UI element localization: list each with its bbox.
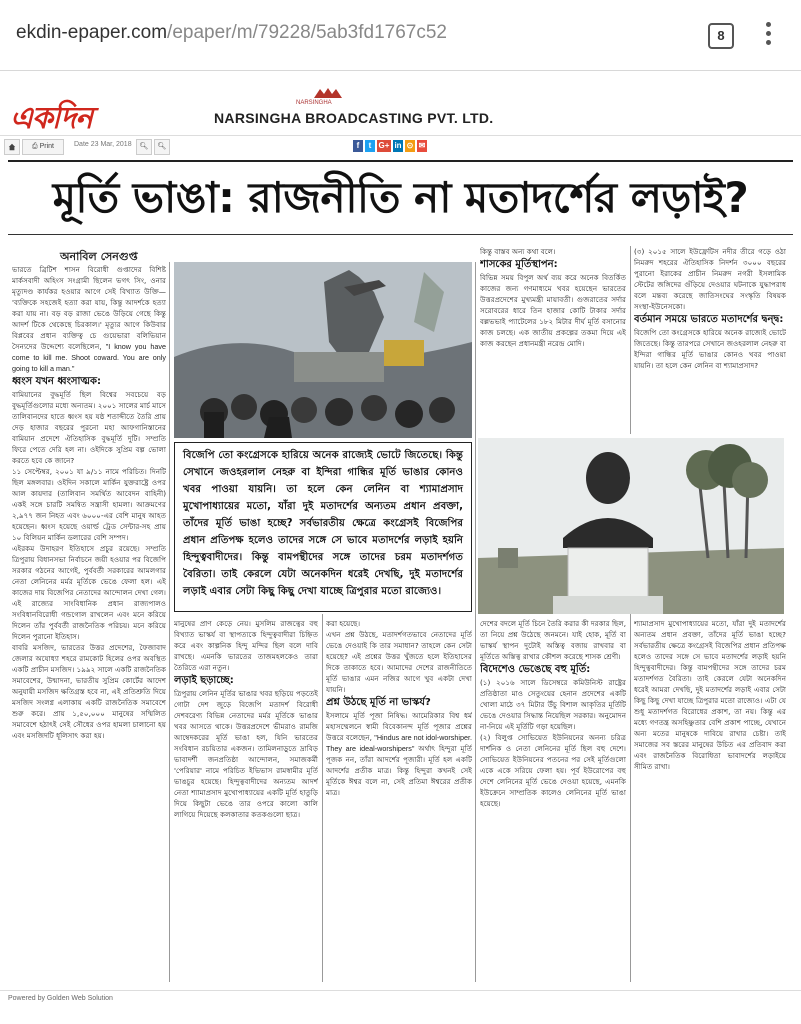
paragraph: (২) বিলুপ্ত সোভিয়েত ইউনিয়নের অনন্য চরিত্র দার্শনিক ও নেতা লেনিনের মূর্তি ছিল বহু দেশে। সোভিয়েত ইউনিয়নের পতনের পর সেই মূর্তিগুলো একে একে সরিয়ে ফেলা হয়। পূর্ব ইউরোপের বহু দেশে লেনিনের মূর্তি ভেঙে দেওয়া হয়েছে, এমনকি ইউক্রেনে সাম্প্রতিক কালেও লেনিনের মূর্তি ভাঙা হয়েছে।: [480, 733, 626, 808]
epaper-toolbar: [4, 138, 797, 156]
url-path: /epaper/m/79228/5ab3fd1767c52: [167, 22, 447, 43]
browser-address-bar[interactable]: [0, 0, 801, 71]
footer-credit[interactable]: Powered by Golden Web Solution: [8, 995, 113, 1002]
paragraph: এখন প্রশ্ন উঠছে, মতাদর্শগতভাবে নেতাদের মূর্তি ভেঙে দেওয়াই কি তার সমাধান? তাহলে কেন সেটা হয়েছে? এই প্রশ্নের উত্তর খুঁজতে হলে ইতিহাসের দিকে তাকাতে হবে। আমাদের দেশের রাজনীতিতে মূর্তি ভাঙার এমন নজির আগে খুব একটা দেখা যায়নি।: [326, 630, 472, 694]
paragraph: শ্যামাপ্রসাদ মুখোপাধ্যায়ের মতো, যাঁরা দুই মতাদর্শের অন্যতম প্রধান প্রবক্তা, তাঁদের মূর্তি ভাঙা হচ্ছে? সর্বভারতীয় ক্ষেত্রে কংগ্রেসই বিজেপির প্রধান প্রতিপক্ষ হলেও তাদের সঙ্গে সে ভাবে মতাদর্শের লড়াই হয়নি হিন্দুত্ববাদীদের। কিন্তু বামপন্থীদের সঙ্গে তাদের চরম মতাদর্শগত বৈরিতা। তাই কেরলে যেটা অনেকদিন ধরেই আমরা দেখছি, দুই মতাদর্শের লড়াই এবার সেটা কিছু কিছু দেখা যাচ্ছে ত্রিপুরার মতো রাজ্যেও। এটা যে শুধু মতাদর্শগত বিরোধের প্রকাশ, তা নয়। কিন্তু এর মধ্যে গণতন্ত্র অসহিষ্ণুতার বেশি প্রকাশ পাচ্ছে, যেখানে অন্য মতের মানুষকে দাবিয়ে রাখার চেষ্টা। তাই সমাজের সব স্তরের মানুষের উচিত এর প্রতিবাদ করা এবং রাজনৈতিক বিরোধিতা ভাবাদর্শের লড়াইয়ে সীমিত রাখা।: [634, 619, 786, 771]
company-mark: NARSINGHA: [296, 100, 332, 106]
facebook-icon[interactable]: f: [353, 140, 363, 152]
column-divider: [630, 246, 631, 434]
column-divider: [630, 614, 631, 982]
column-divider: [169, 262, 170, 982]
paragraph: বামিয়ানের বুদ্ধমূর্তি ছিল বিশ্বের সবচেয়ে বড় বুদ্ধমূর্তিগুলোর মধ্যে অন্যতম। ২০০১ সালের মার্চ মাসে তালিবানদের হাতে ধ্বংস হয় যষ্ঠ শতাব্দীতে তৈরি প্রায় দেড় হাজার বছরের পুরনো মহা আফগানিস্তানের বামিয়ান প্রদেশে ঐতিহাসিক বুদ্ধমূর্তি দুটি। সম্প্রতি ফিরে পেতে দেরি হল না। ওইদিকে সুপ্রিম বল্প ভোলা করতে হবে কে জানে?: [12, 390, 166, 465]
print-label: Print: [39, 143, 54, 150]
paragraph: (৩) ২০১৫ সালে ইউফ্রেটিস নদীর তীরে গড়ে ওঠা নিমরুদ শহরের ঐতিহাসিক নিদর্শন ৩০০০ বছরের পুরানো ইরাকের প্রাচীন নিমরুদ নগরী ইসলামিক স্টেটের জঙ্গিদের গুঁড়িয়ে দেওয়ার ঘটনাকে যুদ্ধাপরাধ বলে মন্তব্য করেছে জাতিসংঘের সংস্কৃতি বিষয়ক সংস্থা-ইউনেসকো।: [634, 247, 786, 311]
tab-switcher-button[interactable]: 8: [708, 23, 734, 49]
paragraph: করা হয়েছে।: [326, 619, 361, 628]
section-subhead: লড়াই ছড়াচ্ছে:: [174, 675, 234, 686]
zoom-out-icon: 🔍︎: [157, 143, 167, 150]
linkedin-icon[interactable]: in: [394, 141, 402, 150]
print-button[interactable]: [22, 139, 64, 155]
column-divider: [322, 614, 323, 982]
paragraph: কিন্তু বাস্তব অন্য কথা বলে।: [480, 247, 556, 256]
paragraph: ইসলামে মূর্তি পূজা নিষিদ্ধ। আমেরিকার বিশ্ব ধর্ম মহাসম্মেলনে স্বামী বিবেকানন্দ মূর্তি পূজার প্রশ্নের উত্তরে বলেছেন,: [326, 711, 472, 742]
paragraph: ভারতে ব্রিটিশ শাসন বিরোধী গুপ্তাদের বিশিষ্ট মার্কসবাদী অহিংস সংগ্রামী ছিলেন ভগৎ সিং, ওনার মৃত্যুদণ্ড কার্যকর হওয়ার আগে সেই বিখ্যাত উক্তি— 'ব্যক্তিকে সহজেই হত্যা করা যায়, কিন্তু আদর্শকে হত্যা করা যায় না। বড় বড় রাজা ভেঙে উড়িয়ে গেছে কিন্তু আদর্শ টিকে থেকেছে চিরকাল।': [12, 265, 166, 329]
paragraph: মানুষের প্রাণ কেড়ে নেয়। মুসলিম রাজত্বের বহু বিখ্যাত ভাস্কর্য বা স্থাপত্যকে হিন্দুত্ববাদীরা চিহ্নিত করে এবং কাল্পনিক হিন্দু মন্দির ছিল বলে দাবি রাখছে। এমনকি ভারতের তাজমহলকেও তারা তৈরিতে এরা নতুন।: [174, 619, 318, 672]
share-icon[interactable]: ⊙: [406, 141, 414, 150]
section-subhead: ধ্বংস যখন ধ্বংসাত্মক:: [12, 376, 102, 387]
paragraph: বাবরি মসজিদ, ভারতের উত্তর প্রদেশের, ফৈজাবাদ জেলার অযোধ্যা শহরে রামকোট হিলের ওপর অবস্থিত একটি প্রাচীন মসজিদ। ১৯৯২ সালে একটি রাজনৈতিক সমাবেশের, উন্মাদনা, ভারতীয় সুপ্রিম কোর্টের আদেশ অনুযায়ী মসজিদ ক্ষতিগ্রস্ত হবে না, এই প্রতিশ্রুতি দিয়ে মসজিদ সংলগ্ন এলাকায় একটি রাজনৈতিক সমাবেশে শুরু করে। প্রায় ১,৫০,০০০ মানুষের সম্মিলিত সমাবেশে হঠাৎই সেই সৌধের ওপর হামলা চালানো হয় এবং মসজিদটি ধূলিসাৎ করা হয়।: [12, 643, 166, 740]
paragraph: অর্থাৎ হিন্দুরা মূর্তি পূজক নন, তাঁরা আদর্শের পূজারী। মূর্তি হল একটি আদর্শের প্রতীক মাত্র। কিন্তু হিন্দুরা কখনই সেই মূর্তিকে ঈশ্বর বলে না, সেই প্রতিমা ঈশ্বরের প্রতীক মাত্র।: [326, 744, 472, 797]
article-clip: [8, 160, 793, 992]
paragraph: মৃত্যুর আগে কিউবার বিপ্লবের প্রধান ব্যক্তিত্ব চে গুয়েভারা বলিভিয়ান সৈন্যদের উদ্দেশ্যে বলেছিলেন,: [12, 320, 166, 351]
paragraph: বিভিন্ন সময় বিপুল অর্থ ব্যয় করে অনেক বিতর্কিত কাজের জন্য গণমাধ্যমে খবর হয়েছেন ভারতের উত্তরপ্রদেশের মুখ্যমন্ত্রী মায়াবতী। গুজরাতের সর্দার সরোবরের ধারে তিন হাজার কোটি টাকার সর্দার বল্লভভাই প্যাটেলের ১৮২ মিটার দীর্ঘ মূর্তি বসানোর কাজ চলছে। এক জাতীয় প্রকল্পের তকমা দিয়ে এই কাজ করছেন প্রধানমন্ত্রী নরেন্দ্র মোদি।: [480, 273, 626, 348]
section-subhead: বর্তমান সময়ে ভারতে মতাদর্শের দ্বন্দ্ব:: [634, 314, 784, 325]
zoom-in-button[interactable]: [136, 139, 152, 155]
google-plus-icon[interactable]: G+: [378, 141, 390, 150]
article-author: অনাবিল সেনগুপ্ত: [60, 250, 138, 263]
paragraph: ত্রিপুরায় লেনিন মূর্তির ভাঙার খবর ছড়িয়ে পড়তেই গোটা দেশ জুড়ে বিজেপি মতাদর্শ বিরোধী দেশবরেণ্য বিভিন্ন নেতাদের মর্মর মূর্তিকে ভাঙার খবর আসতে থাকে। উত্তরপ্রদেশে ভীমরাও রামজি আম্বেদকরের মূর্তি ভাঙা হল, যিনি ভারতের সংবিধান রচয়িতার একজন। তামিলনাড়ুতে দ্রাবিড় ভাবাদর্শী জনপ্রতিষ্ঠা আন্দোলন, সমাজকর্মী 'পেরিয়ার' নামে পরিচিত ইভিভাস রামস্বামীর মূর্তি ভাঙচুর হয়েছে। হিন্দুত্ববাদীদের অন্যতম আদর্শ নেতা শ্যামাপ্রসাদ মুখোপাধ্যায়ের একটি মূর্তি হাতুড়ি দিয়ে কিছুটা ভেঙে তার ওপরে কালো কালি লাগিয়ে দিয়েছে কলকাতার কতকগুলো ছাত্র।: [174, 689, 318, 819]
article-column-4-top: [634, 246, 786, 434]
article-column-1: [12, 264, 166, 984]
english-quote: "Hindus are not idol-worshiper. They are ideal-worshipers": [326, 733, 472, 753]
twitter-icon[interactable]: t: [365, 140, 375, 152]
paragraph: বিজেপি তো কংগ্রেসকে হারিয়ে অনেক রাজ্যেই ভোটে জিতেছে। কিন্তু তারপরে সেখানে জওহরলাল নেহরু বা ইন্দিরা গান্ধির মূর্তি ভাঙার কোনও খবর পাওয়া যায়নি। তা হলে কেন লেনিন বা শ্যামাপ্রসাদ?: [634, 328, 786, 370]
article-column-3b: [480, 618, 626, 983]
column-divider: [475, 262, 476, 982]
paragraph: এইরকম উদাহরণ ইতিহাসে প্রচুর রয়েছে। সম্প্রতি ত্রিপুরায় বিধানসভা নির্বাচনে জয়ী হওয়ার পর বিজেপি সরকার গঠনের আগেই, পুর্ববর্তী সরকারের আমলগার নেতা লেনিনের মর্মর মূর্তিকে ভেঙে ফেলা হল। এই কাজের দায় বিজেপির নেতাদের আন্দোলন দেখা গেল। এই রাজ্যের সাংবিধানিক প্রধান রাজ্যপালও সংবিধানবিরোধী গন্ডগোল রাখলেন এবং মনে করিয়ে দিলেন তাঁর পুর্ববর্তী রাজনৈতিক পরিচয়। মনে করিয়ে দিলেন পুরানো ইতিহাস।: [12, 544, 166, 641]
newspaper-masthead: [0, 80, 801, 136]
page-footer: [0, 990, 801, 1024]
article-column-4b: [634, 618, 786, 983]
lenin-statue-photo: [174, 262, 472, 438]
section-subhead: শাসকের মূর্তিস্থাপন:: [480, 259, 558, 270]
bust-statue-image: [478, 438, 784, 614]
narsingha-logo-icon: [310, 86, 346, 100]
url-text[interactable]: [16, 22, 447, 44]
home-button[interactable]: [4, 139, 20, 155]
pull-quote-box: বিজেপি তো কংগ্রেসকে হারিয়ে অনেক রাজ্যেই ভোটে জিতেছে। কিন্তু সেখানে জওহরলাল নেহরু বা ইন্দিরা গান্ধির মূর্তি ভাঙার কোনও খবর পাওয়া যায়নি। তা হলে কেন লেনিন বা শ্যামাপ্রসাদ মুখোপাধ্যায়ের মতো, যাঁরা দুই মতাদর্শের অন্যতম প্রধান প্রবক্তা, তাঁদের মূর্তি ভাঙা হচ্ছে? সর্বভারতীয় ক্ষেত্রে কংগ্রেসই বিজেপির প্রধান প্রতিপক্ষ হলেও তাদের সঙ্গে সে ভাবে মতাদর্শের লড়াই হয়নি হিন্দুত্ববাদীদের। কিন্তু বামপন্থীদের সঙ্গে তাদের চরম মতাদর্শগত বৈরিতা। তাই কেরলে যেটা অনেকদিন ধরেই দেখছি, দুই মতাদর্শের লড়াই এবার সেটা কিছু কিছু দেখা যাচ্ছে ত্রিপুরার মতো রাজ্যেও।: [174, 442, 472, 612]
paragraph: (১) ২০১৬ সালে ডিসেম্বরে কমিউনিস্ট রাষ্ট্রের প্রতিষ্ঠাতা মাও সেতুংয়ের হেনান প্রদেশের একটি খোলা মাঠে ৩৭ মিটার উঁচু বিশাল আকৃতির মূর্তিটি ভেঙে দেওয়ার সিদ্ধান্ত নিয়েছিল সরকার। অনুমোদন না-নিয়ে এই মূর্তিটি গড়া হয়েছিল।: [480, 678, 626, 731]
paragraph: দেশের বদলে মূর্তি চিনে তৈরি করার কী দরকার ছিল, তা নিয়ে প্রশ্ন উঠেছে জনমনে। যাই হোক, মূর্তি বা ভাস্কর্য স্থাপন দুটোই অস্তিত্ব বজায় রাখবার বা মূর্তিতে অস্তিত্ব রাখার কৌশল করেছে শাসক শ্রেণী।: [480, 619, 626, 661]
home-icon: [8, 143, 16, 151]
zoom-in-icon: 🔍︎: [139, 143, 149, 150]
print-icon: ⎙: [32, 143, 38, 150]
company-name: NARSINGHA BROADCASTING PVT. LTD.: [214, 110, 494, 126]
headline-divider: [8, 234, 793, 235]
ekdin-logo[interactable]: একদিন: [10, 101, 93, 136]
article-column-3: [326, 618, 472, 983]
article-headline: মূর্তি ভাঙা: রাজনীতি না মতাদর্শের লড়াই?: [52, 173, 749, 222]
english-quote: "I know you have come to kill me. Shoot coward. You are only going to kill a man.": [12, 342, 166, 373]
edition-date: Date 23 Mar, 2018: [74, 141, 132, 148]
email-icon[interactable]: ✉: [418, 141, 426, 150]
zoom-out-button[interactable]: [154, 139, 170, 155]
overflow-menu-icon[interactable]: [762, 22, 774, 50]
section-subhead: বিদেশেও ভেঙেছে বহু মূর্তি:: [480, 664, 591, 675]
bust-statue-photo: [478, 438, 784, 614]
article-column-3-top: [480, 246, 626, 434]
paragraph: ১১ সেপ্টেম্বর, ২০০১ যা ৯/১১ নামে পরিচিত। দিনটি ছিল মঙ্গলবার। ওইদিন সকালে মার্কিন যুক্তরাষ্ট্রে ওপর আল কায়দার (তালিবান সমর্থিত আবেদন বাহিনী) একই সঙ্গে চারটি সমন্বিত সন্ত্রাসী হামলা। আক্রমণের ২,৯৭৭ জন নিহত এবং ৬০০০-এর বেশি মানুষ আহত হয়েছেন। ধ্বংস হয়েছে ওয়ার্ল্ড ট্রেড সেন্টার-সহ প্রায় ১০ বিলিয়ন মার্কিন ডলারের বেশি সম্পদ।: [12, 467, 166, 542]
url-host: ekdin-epaper.com: [16, 22, 168, 43]
statue-demolition-image: [174, 262, 472, 438]
article-column-2: [174, 618, 318, 983]
section-subhead: প্রশ্ন উঠছে মূর্তি না ভাস্কর্য?: [326, 697, 431, 708]
